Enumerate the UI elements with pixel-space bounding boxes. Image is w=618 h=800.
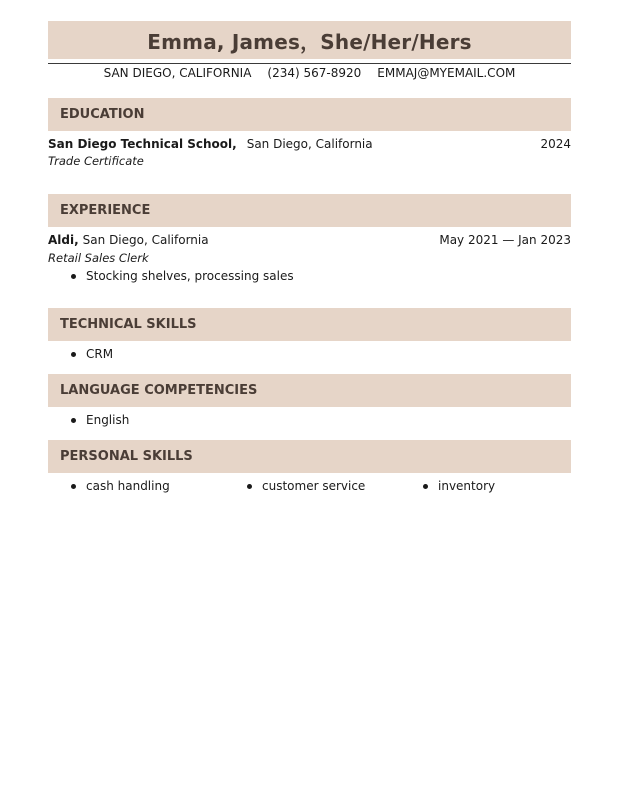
bullet-icon: [247, 484, 252, 489]
personal-skill-text: cash handling: [86, 479, 170, 493]
experience-title: EXPERIENCE: [60, 203, 151, 218]
degree-row: [48, 152, 571, 170]
list-item: [71, 267, 294, 285]
graduation-year: 2024: [540, 137, 571, 151]
bullet-icon: [71, 418, 76, 423]
personal-skill-text: inventory: [438, 479, 496, 493]
school-name: San Diego Technical School,: [48, 137, 237, 151]
experience-section-header: [48, 194, 571, 227]
bullet-icon: [423, 484, 428, 489]
employment-dates: May 2021 — Jan 2023: [439, 233, 571, 247]
education-title: EDUCATION: [60, 107, 145, 122]
list-item: [423, 477, 495, 495]
degree: Trade Certificate: [48, 154, 144, 168]
languages-section-header: [48, 374, 571, 407]
employer-name: Aldi,: [48, 233, 79, 247]
experience-bullet-text: Stocking shelves, processing sales: [86, 269, 294, 283]
header-rule: [48, 63, 571, 64]
school-location: San Diego, California: [246, 137, 373, 151]
education-section-header: [48, 98, 571, 131]
bullet-icon: [71, 484, 76, 489]
list-item: [71, 477, 170, 495]
role-row: [48, 249, 571, 267]
experience-row: [48, 231, 571, 249]
language-text: English: [86, 413, 130, 427]
personal-skills-section-header: [48, 440, 571, 473]
name-header: [48, 21, 571, 59]
personal-skills-title: PERSONAL SKILLS: [60, 449, 193, 464]
personal-skill-text: customer service: [262, 479, 366, 493]
list-item: [71, 411, 129, 429]
languages-title: LANGUAGE COMPETENCIES: [60, 383, 258, 398]
bullet-icon: [71, 274, 76, 279]
bullet-icon: [71, 352, 76, 357]
technical-skill-text: CRM: [86, 347, 114, 361]
employer-location: San Diego, California: [82, 233, 209, 247]
candidate-name: Emma, James，She/Her/Hers: [147, 29, 472, 54]
contact-line: [48, 65, 571, 81]
contact-email: EMMAJ@MYEMAIL.COM: [377, 66, 516, 80]
education-row: [48, 135, 571, 153]
list-item: [71, 345, 113, 363]
technical-skills-title: TECHNICAL SKILLS: [60, 317, 197, 332]
job-title: Retail Sales Clerk: [48, 251, 149, 265]
list-item: [247, 477, 365, 495]
contact-location: SAN DIEGO, CALIFORNIA: [103, 66, 252, 80]
contact-phone: (234) 567-8920: [267, 66, 362, 80]
technical-skills-section-header: [48, 308, 571, 341]
